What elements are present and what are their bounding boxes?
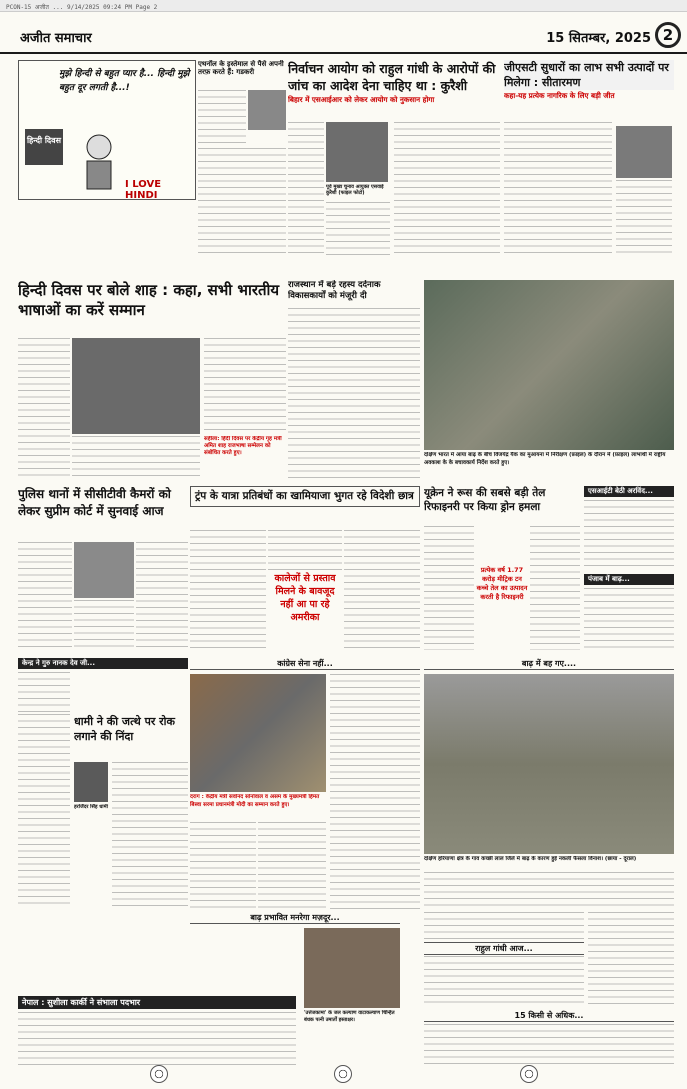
qureshi-photo-caption: पूर्व मुख्य चुनाव आयुक्त एसवाई कुरैशी (फाइल फोटो) (326, 184, 384, 196)
rahul-gandhi-body (424, 956, 584, 1008)
qureshi-body-2 (326, 202, 390, 258)
congress-body-1 (190, 822, 256, 910)
qureshi-headline: निर्वाचन आयोग को राहुल गांधी के आरोपों की जांच का आदेश देना चाहिए था : कुरैशी (288, 61, 496, 93)
dhami-body-1 (112, 762, 188, 908)
gadkari-body (198, 90, 246, 146)
trump-body-1 (190, 530, 266, 650)
dhami-body-0 (18, 714, 70, 908)
trump-body-2 (268, 530, 342, 570)
baadh-strip: बाढ़ में बह गए.... (424, 658, 674, 670)
sitharaman-photo (616, 126, 672, 178)
gst-headline: जीएसटी सुधारों का लाभ सभी उत्पादों पर मिलेगा : सीतारमण (504, 60, 674, 90)
mazdoor-strip: बाढ़ प्रभावित मनरेगा मज़दूर... (190, 912, 400, 924)
gadkari-story (198, 60, 286, 260)
brief-sit-body (584, 500, 674, 570)
brief-punjab-title: पंजाब में बाढ़... (584, 574, 674, 585)
brief-sit-title: एसआईटी बेठी अरविंद... (584, 486, 674, 497)
shah-body-3 (204, 338, 286, 434)
gadkari-photo (248, 90, 286, 130)
newspaper-name: अजीत समाचार (20, 31, 92, 46)
gadkari-body-2 (198, 148, 286, 258)
rajasthan-headline: राजस्थान में बड़े रहस्य दर्दनाक विकासकार्यों को मंजूरी दी (288, 280, 381, 301)
qureshi-subhead: बिहार में एसआईआर को लेकर आयोग को नुकसान होगा (288, 95, 435, 104)
ukraine-callout: प्रत्येक वर्ष 1.77 करोड़ मीट्रिक टन कच्चे तेल का उत्पादन करती है रिफाइनरी (476, 566, 528, 601)
flood-photo-block (424, 280, 674, 480)
cartoon-sign: हिन्दी दिवस (25, 129, 63, 165)
kendra-strip: केन्द्र ने गुरु नानक देव जी... (18, 658, 188, 669)
trump-body-3 (344, 530, 420, 650)
police-story (18, 486, 188, 650)
dhami-story (18, 714, 188, 908)
kisaan-story (424, 1010, 674, 1068)
rahul-gandhi-strip: राहुल गांधी आज... (424, 942, 584, 955)
baadh-photo (424, 674, 674, 854)
dhami-photo (74, 762, 108, 802)
baadh-block (424, 658, 674, 910)
dhami-headline: धामी ने की जत्थे पर रोक लगाने की निंदा (74, 715, 175, 743)
registration-mark-center (334, 1065, 352, 1083)
ukraine-story (424, 486, 580, 650)
rahul-gandhi-story (424, 912, 674, 1008)
brief-punjab-body (584, 588, 674, 650)
rajasthan-body (288, 308, 420, 480)
colleges-callout: कालेजों से प्रस्ताव मिलने के बावजूद नहीं आ पा रहे अमरीका (274, 573, 336, 623)
page-number: 2 (655, 22, 681, 48)
police-body-1 (18, 542, 72, 650)
shah-body-2 (72, 436, 200, 476)
kisaan-body (424, 1024, 674, 1068)
congress-strip: कांग्रेस सेना नहीं... (190, 658, 420, 670)
masthead (0, 14, 687, 54)
gst-subhead: कहा-यह प्रत्येक नागरिक के लिए बड़ी जीत (504, 91, 615, 100)
baadh-photo-caption: दक्षिण हरियाणा क्षेत्र के गांव कच्छी लाल जिले में बाढ़ के कारण हुई नकली फैसला विनाश। (छाया - दूराल) (424, 856, 637, 862)
baadh-body (424, 872, 674, 910)
shah-story (18, 280, 286, 476)
registration-mark-left (150, 1065, 168, 1083)
qureshi-body-3 (394, 122, 500, 258)
police-body-2 (74, 600, 134, 650)
rajasthan-story (288, 280, 420, 480)
qureshi-photo (326, 122, 388, 182)
gst-body-2 (616, 180, 672, 258)
cartoon-figure (69, 131, 129, 197)
shah-body-1 (18, 338, 70, 476)
flood-photo (424, 280, 674, 450)
gst-body-1 (504, 122, 612, 258)
mazdoor-photo (304, 928, 400, 1008)
shah-headline: हिन्दी दिवस पर बोले शाह : कहा, सभी भारतीय भाषाओं का करें सम्मान (18, 281, 280, 319)
browser-bar: PCON-15 अजीत ... 9/14/2025 09:24 PM Page 2 (0, 0, 687, 12)
mazdoor-photo-caption: 'उत्तेजकामा' के जल कल्याण वाटाकल्याण चिन्हित बंधक पत्नी उमार्तों हस्ताक्षर। (304, 1010, 395, 1023)
mazdoor-story (190, 912, 400, 1068)
qureshi-body-1 (288, 122, 324, 258)
kendra-story (18, 658, 188, 714)
nepal-strip: नेपाल : सुशीला कार्की ने संभाला पदभार (18, 996, 296, 1009)
congress-photo (190, 674, 326, 792)
ukraine-body-1 (424, 526, 474, 650)
kisaan-strip: 15 किसी से अधिक... (424, 1010, 674, 1022)
registration-mark-right (520, 1065, 538, 1083)
issue-date: 15 सितम्बर, 2025 (546, 31, 651, 46)
shah-photo (72, 338, 200, 434)
trump-headline: ट्रंप के यात्रा प्रतिबंधों का खामियाजा भुगत रहे विदेशी छात्र (190, 486, 420, 507)
cartoon-banner: I LOVE HINDI (125, 179, 162, 200)
gst-story (504, 60, 674, 260)
shah-quote: सहीला: हिंदी दिवस पर केंद्रीय गृह मंत्री अमित शाह राजभाषा सम्मेलन को संबोधित करते हुए। (204, 436, 282, 456)
dhami-photo-caption: हरजिंदर सिंह धामी (74, 804, 108, 810)
ukraine-body-2 (530, 526, 580, 650)
congress-photo-caption: दरांग : केंद्रीय मंत्री सर्वानंद सोनोवाल व असम के मुख्यमंत्री हिमंत बिस्वा सरमा प्रधानमंत्री मोदी का सम्मान करते हुए। (190, 794, 320, 808)
briefs-column (584, 486, 674, 650)
flood-photo-caption: दक्षिण भारत में आया बाढ़ के बीच विजयेंद्र यैक का मुआयना में निरीक्षण (फ़ाइल) के दौरान में (फ़ाइल) लाभार्थी में राष्ट्रीय अवकाश के के बचावकार्य निर्देश करते हुए। (424, 452, 666, 466)
trump-story (190, 486, 420, 650)
supreme-court-photo (74, 542, 134, 598)
ukraine-headline: यूक्रेन ने रूस की सबसे बड़ी तेल रिफाइनरी पर किया ड्रोन हमला (424, 487, 546, 513)
congress-body-3 (330, 674, 420, 910)
police-body-3 (136, 542, 188, 650)
qureshi-story (288, 60, 500, 260)
congress-body-2 (258, 822, 326, 910)
cartoon (18, 60, 196, 200)
kendra-body (18, 672, 70, 714)
police-headline: पुलिस थानों में सीसीटीवी कैमरों को लेकर सुप्रीम कोर्ट में सुनवाई आज (18, 487, 171, 518)
rahul-gandhi-body-0 (424, 912, 584, 940)
congress-block (190, 658, 420, 910)
gadkari-headline: एथनॉल के इस्तेमाल से पैसे अपनी तरफ़ करते हैं: गडकरी (198, 60, 284, 77)
cartoon-speech: मुझे हिन्दी से बहुत प्यार है... हिन्दी मुझे बहुत दूर लगती है...! (59, 69, 190, 93)
right-body (588, 912, 674, 1008)
